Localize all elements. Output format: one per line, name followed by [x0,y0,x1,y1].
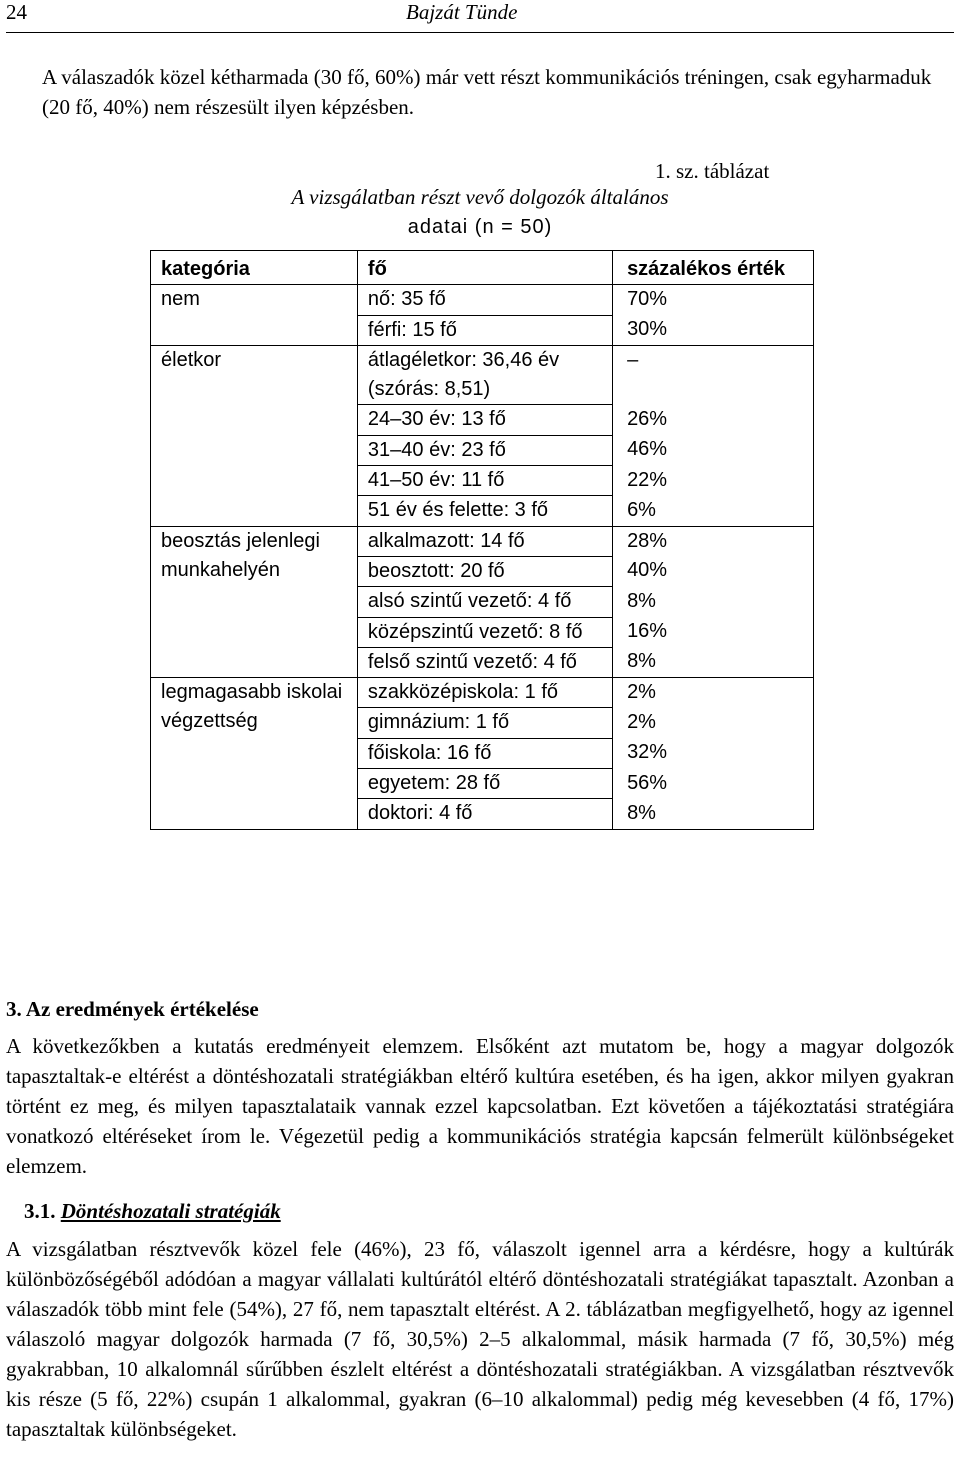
item-cell: egyetem: 28 fő [357,769,612,799]
section-3-title: 3. Az eredmények értékelése [6,997,259,1021]
page-number: 24 [6,0,27,24]
table-row [151,285,814,315]
percent-cell: 6% [613,496,814,526]
category-cell: legmagasabb iskolai végzettség [151,678,358,829]
table-row [151,345,814,405]
intro-paragraph: A válaszadók közel kétharmada (30 fő, 60%) már vett részt kommunikációs tréningen, csak egyharmaduk (20 fő, 40%) nem részesült ilyen képzésben. [42,65,932,119]
percent-cell: 32% [613,738,814,768]
item-cell: 24–30 év: 13 fő [357,405,612,435]
item-cell: doktori: 4 fő [357,799,612,829]
item-cell: főiskola: 16 fő [357,738,612,768]
section-3-1-number: 3.1. [24,1199,56,1223]
section-3-paragraph: A következőkben a kutatás eredményeit elemzem. Elsőként azt mutatom be, hogy a magyar dolgozók tapasztaltak-e eltérést a döntéshozatali stratégiákban eltérő kultúra esetében, és ha igen, akkor milyen gyakran történt ez meg, és milyen tapasztalataik vannak ezzel kapcsolatban. Ezt követően a tájékoztatási stratégiára vonatkozó eltéréseket írom le. Végezetül pedig a kommunikációs stratégia kapcsán felmerült különbségeket elemzem. [6,1034,954,1178]
percent-cell: 2% [613,678,814,708]
percent-cell: 40% [613,556,814,586]
item-cell: 31–40 év: 23 fő [357,435,612,465]
item-cell: alsó szintű vezető: 4 fő [357,587,612,617]
header-percent: százalékos érték [613,251,814,285]
percent-cell: 46% [613,435,814,465]
item-cell: alkalmazott: 14 fő [357,526,612,556]
item-cell: átlagéletkor: 36,46 év (szórás: 8,51) [357,345,612,405]
running-author: Bajzát Tünde [406,0,518,24]
percent-cell: 28% [613,526,814,556]
percent-cell: 22% [613,466,814,496]
item-cell: felső szintű vezető: 4 fő [357,647,612,677]
table-row [151,678,814,708]
section-3-1-paragraph: A vizsgálatban résztvevők közel fele (46%), 23 fő, válaszolt igennel arra a kérdésre, hogy a kultúrák különbözőségéből adódóan a magyar vállalati kultúrától eltérő döntéshozatali stratégiákat tapasztalt. Azonban a válaszadók több mint fele (54%), 27 fő, nem tapasztalt eltérést. A 2. táblázatban megfigyelhető, hogy az igennel válaszoló magyar dolgozók harmada (7 fő, 30,5%) 2–5 alkalommal, másik harmada (7 fő, 30,5%) még gyakrabban, 10 alkalomnál sűrűbben észlelt eltérést a döntéshozatali stratégiákban. A vizsgálatban résztvevők kis része (5 fő, 22%) csupán 1 alkalommal, gyakran (6–10 alkalommal) pedig még kevesebben (4 fő, 17%) tapasztaltak különbségeket. [6,1237,954,1441]
item-cell: 41–50 év: 11 fő [357,466,612,496]
header-category: kategória [151,251,358,285]
percent-cell: – [613,345,814,405]
category-cell: nem [151,285,358,346]
header-count: fő [357,251,612,285]
section-3-1-heading: Döntéshozatali stratégiák [60,1199,281,1223]
section-3-1-title [24,1196,960,1226]
item-cell: középszintű vezető: 8 fő [357,617,612,647]
item-cell: nő: 35 fő [357,285,612,315]
item-cell: 51 év és felette: 3 fő [357,496,612,526]
percent-cell: 16% [613,617,814,647]
percent-cell: 8% [613,587,814,617]
page-header [6,0,954,33]
table-header-row [151,251,814,285]
category-cell: életkor [151,345,358,526]
percent-cell: 30% [613,315,814,345]
percent-cell: 8% [613,799,814,829]
demographics-table [150,250,814,830]
percent-cell: 56% [613,769,814,799]
item-cell: szakközépiskola: 1 fő [357,678,612,708]
table-subtitle: adatai (n = 50) [407,216,553,238]
percent-cell: 8% [613,647,814,677]
percent-cell: 26% [613,405,814,435]
percent-cell: 2% [613,708,814,738]
table-body [151,285,814,829]
table-row [151,526,814,556]
table-title: A vizsgálatban részt vevő dolgozók általános [291,185,669,209]
item-cell: férfi: 15 fő [357,315,612,345]
table-number: 1. sz. táblázat [655,159,770,183]
item-cell: beosztott: 20 fő [357,556,612,586]
item-cell: gimnázium: 1 fő [357,708,612,738]
category-cell: beosztás jelenlegi munkahelyén [151,526,358,677]
percent-cell: 70% [613,285,814,315]
